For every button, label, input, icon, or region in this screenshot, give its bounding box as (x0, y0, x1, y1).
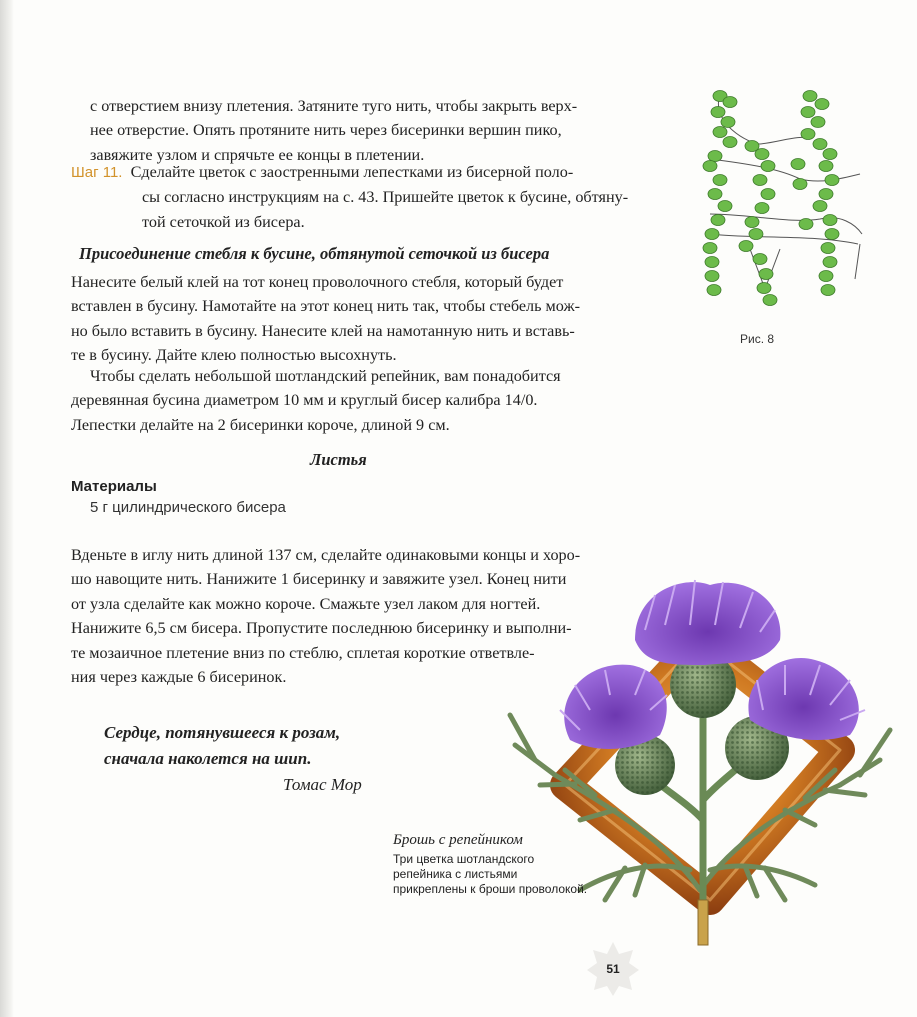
bead (703, 243, 717, 254)
text-line: но было вставить в бусину. Нанесите клей на намотанную нить и вставь- (71, 321, 575, 340)
text-line: Нанесите белый клей на тот конец проволочного стебля, который будет (71, 273, 564, 291)
text-line: деревянная бусина диаметром 10 мм и круглый бисер калибра 14/0. (71, 391, 538, 410)
bead (718, 201, 732, 212)
bead (811, 117, 825, 128)
bead (761, 189, 775, 200)
bead (749, 229, 763, 240)
bead (705, 229, 719, 240)
epigraph-quote (104, 720, 340, 772)
bead (793, 179, 807, 190)
bead (761, 161, 775, 172)
page-number: 51 (606, 962, 620, 976)
bead (753, 254, 767, 265)
step-11-paragraph (71, 160, 629, 234)
text-line: ния через каждые 6 бисеринок. (71, 668, 287, 687)
thread-line (855, 244, 860, 279)
bead (723, 137, 737, 148)
bead (823, 149, 837, 160)
text-line: те мозаичное плетение вниз по стеблю, сплетая короткие ответвле- (71, 643, 535, 662)
bead (745, 217, 759, 228)
bead (711, 107, 725, 118)
bead (819, 161, 833, 172)
bead (825, 175, 839, 186)
step-line: сы согласно инструкциям на с. 43. Пришейте цветок к бусине, обтяну- (142, 188, 629, 207)
intro-paragraph (90, 94, 608, 167)
caption-line: репейника с листьями (393, 867, 518, 881)
intro-line: завяжите узлом и спрячьте ее концы в плетении. (90, 145, 425, 164)
text-line: вставлен в бусину. Намотайте на этот конец нить так, чтобы стебель мож- (71, 297, 581, 316)
bead (819, 271, 833, 282)
bead (801, 107, 815, 118)
bead (713, 127, 727, 138)
bead (708, 151, 722, 162)
intro-line: нее отверстие. Опять протяните нить через бисеринки вершин пико, (90, 121, 562, 140)
brooch-pin (698, 900, 708, 945)
bead (819, 189, 833, 200)
step-line: той сеточкой из бисера. (142, 212, 305, 231)
figure-label: Рис. 8 (740, 332, 775, 346)
bead (705, 257, 719, 268)
bead (723, 97, 737, 108)
text-line: Лепестки делайте на 2 бисеринки короче, длиной 9 см. (71, 415, 450, 434)
bead (763, 295, 777, 306)
step-label: Шаг 11. (71, 164, 123, 181)
bead (791, 159, 805, 170)
text-line: от узла сделайте как можно короче. Смажьте узел лаком для ногтей. (71, 594, 541, 613)
bead (739, 241, 753, 252)
thistle-flower-center (635, 580, 780, 665)
bead (703, 161, 717, 172)
stem-paragraph-2 (71, 364, 611, 437)
text-line: Чтобы сделать небольшой шотландский репейник, вам понадобится (90, 367, 561, 385)
photo-caption-title: Брошь с репейником (393, 832, 523, 848)
thistle-flower-left (560, 665, 667, 749)
bead (705, 271, 719, 282)
step-line: Сделайте цветок с заостренными лепестками из бисерной поло- (130, 163, 574, 181)
bead (803, 91, 817, 102)
bead (759, 269, 773, 280)
text-line: Нанижите 6,5 см бисера. Пропустите последнюю бисеринку и выполни- (71, 619, 572, 638)
quote-author: Томас Мор (283, 775, 362, 794)
text-line: шо навощите нить. Нанижите 1 бисеринку и завяжите узел. Конец нити (71, 570, 567, 589)
quote-line: Сердце, потянувшееся к розам, (104, 723, 341, 742)
bead (757, 283, 771, 294)
text-line: те в бусину. Дайте клею полностью высохнуть. (71, 346, 397, 365)
bead (821, 243, 835, 254)
bead (755, 149, 769, 160)
thread-line (710, 214, 862, 234)
bead (713, 175, 727, 186)
quote-line: сначала наколется на шип. (104, 749, 312, 768)
text-line: Вденьте в иглу нить длиной 137 см, сделайте одинаковыми концы и хоро- (71, 546, 581, 564)
bead (707, 285, 721, 296)
bead-pattern-diagram (690, 84, 880, 314)
caption-line: Три цветка шотландского (393, 852, 535, 866)
section-heading-leaves: Листья (310, 450, 367, 469)
bead (755, 203, 769, 214)
bead (823, 215, 837, 226)
section-heading-stem: Присоединение стебля к бусине, обтянутой сеточкой из бисера (79, 244, 550, 263)
bead (801, 129, 815, 140)
bead (825, 229, 839, 240)
caption-line: прикреплены к броши проволокой. (393, 882, 588, 896)
page-gutter-shadow (0, 0, 14, 1017)
materials-title: Материалы (71, 478, 157, 495)
bead (708, 189, 722, 200)
bead (799, 219, 813, 230)
bead (711, 215, 725, 226)
intro-line: с отверстием внизу плетения. Затяните туго нить, чтобы закрыть верх- (90, 97, 578, 115)
stem-paragraph-1 (71, 270, 611, 368)
thistle-brooch-photo (495, 570, 905, 955)
bead (721, 117, 735, 128)
bead (823, 257, 837, 268)
bead (815, 99, 829, 110)
materials-item: 5 г цилиндрического бисера (90, 499, 286, 516)
bead (813, 201, 827, 212)
bead (753, 175, 767, 186)
bead (813, 139, 827, 150)
thistle-flower-right (748, 658, 865, 740)
bead (821, 285, 835, 296)
photo-caption-text (393, 852, 587, 897)
